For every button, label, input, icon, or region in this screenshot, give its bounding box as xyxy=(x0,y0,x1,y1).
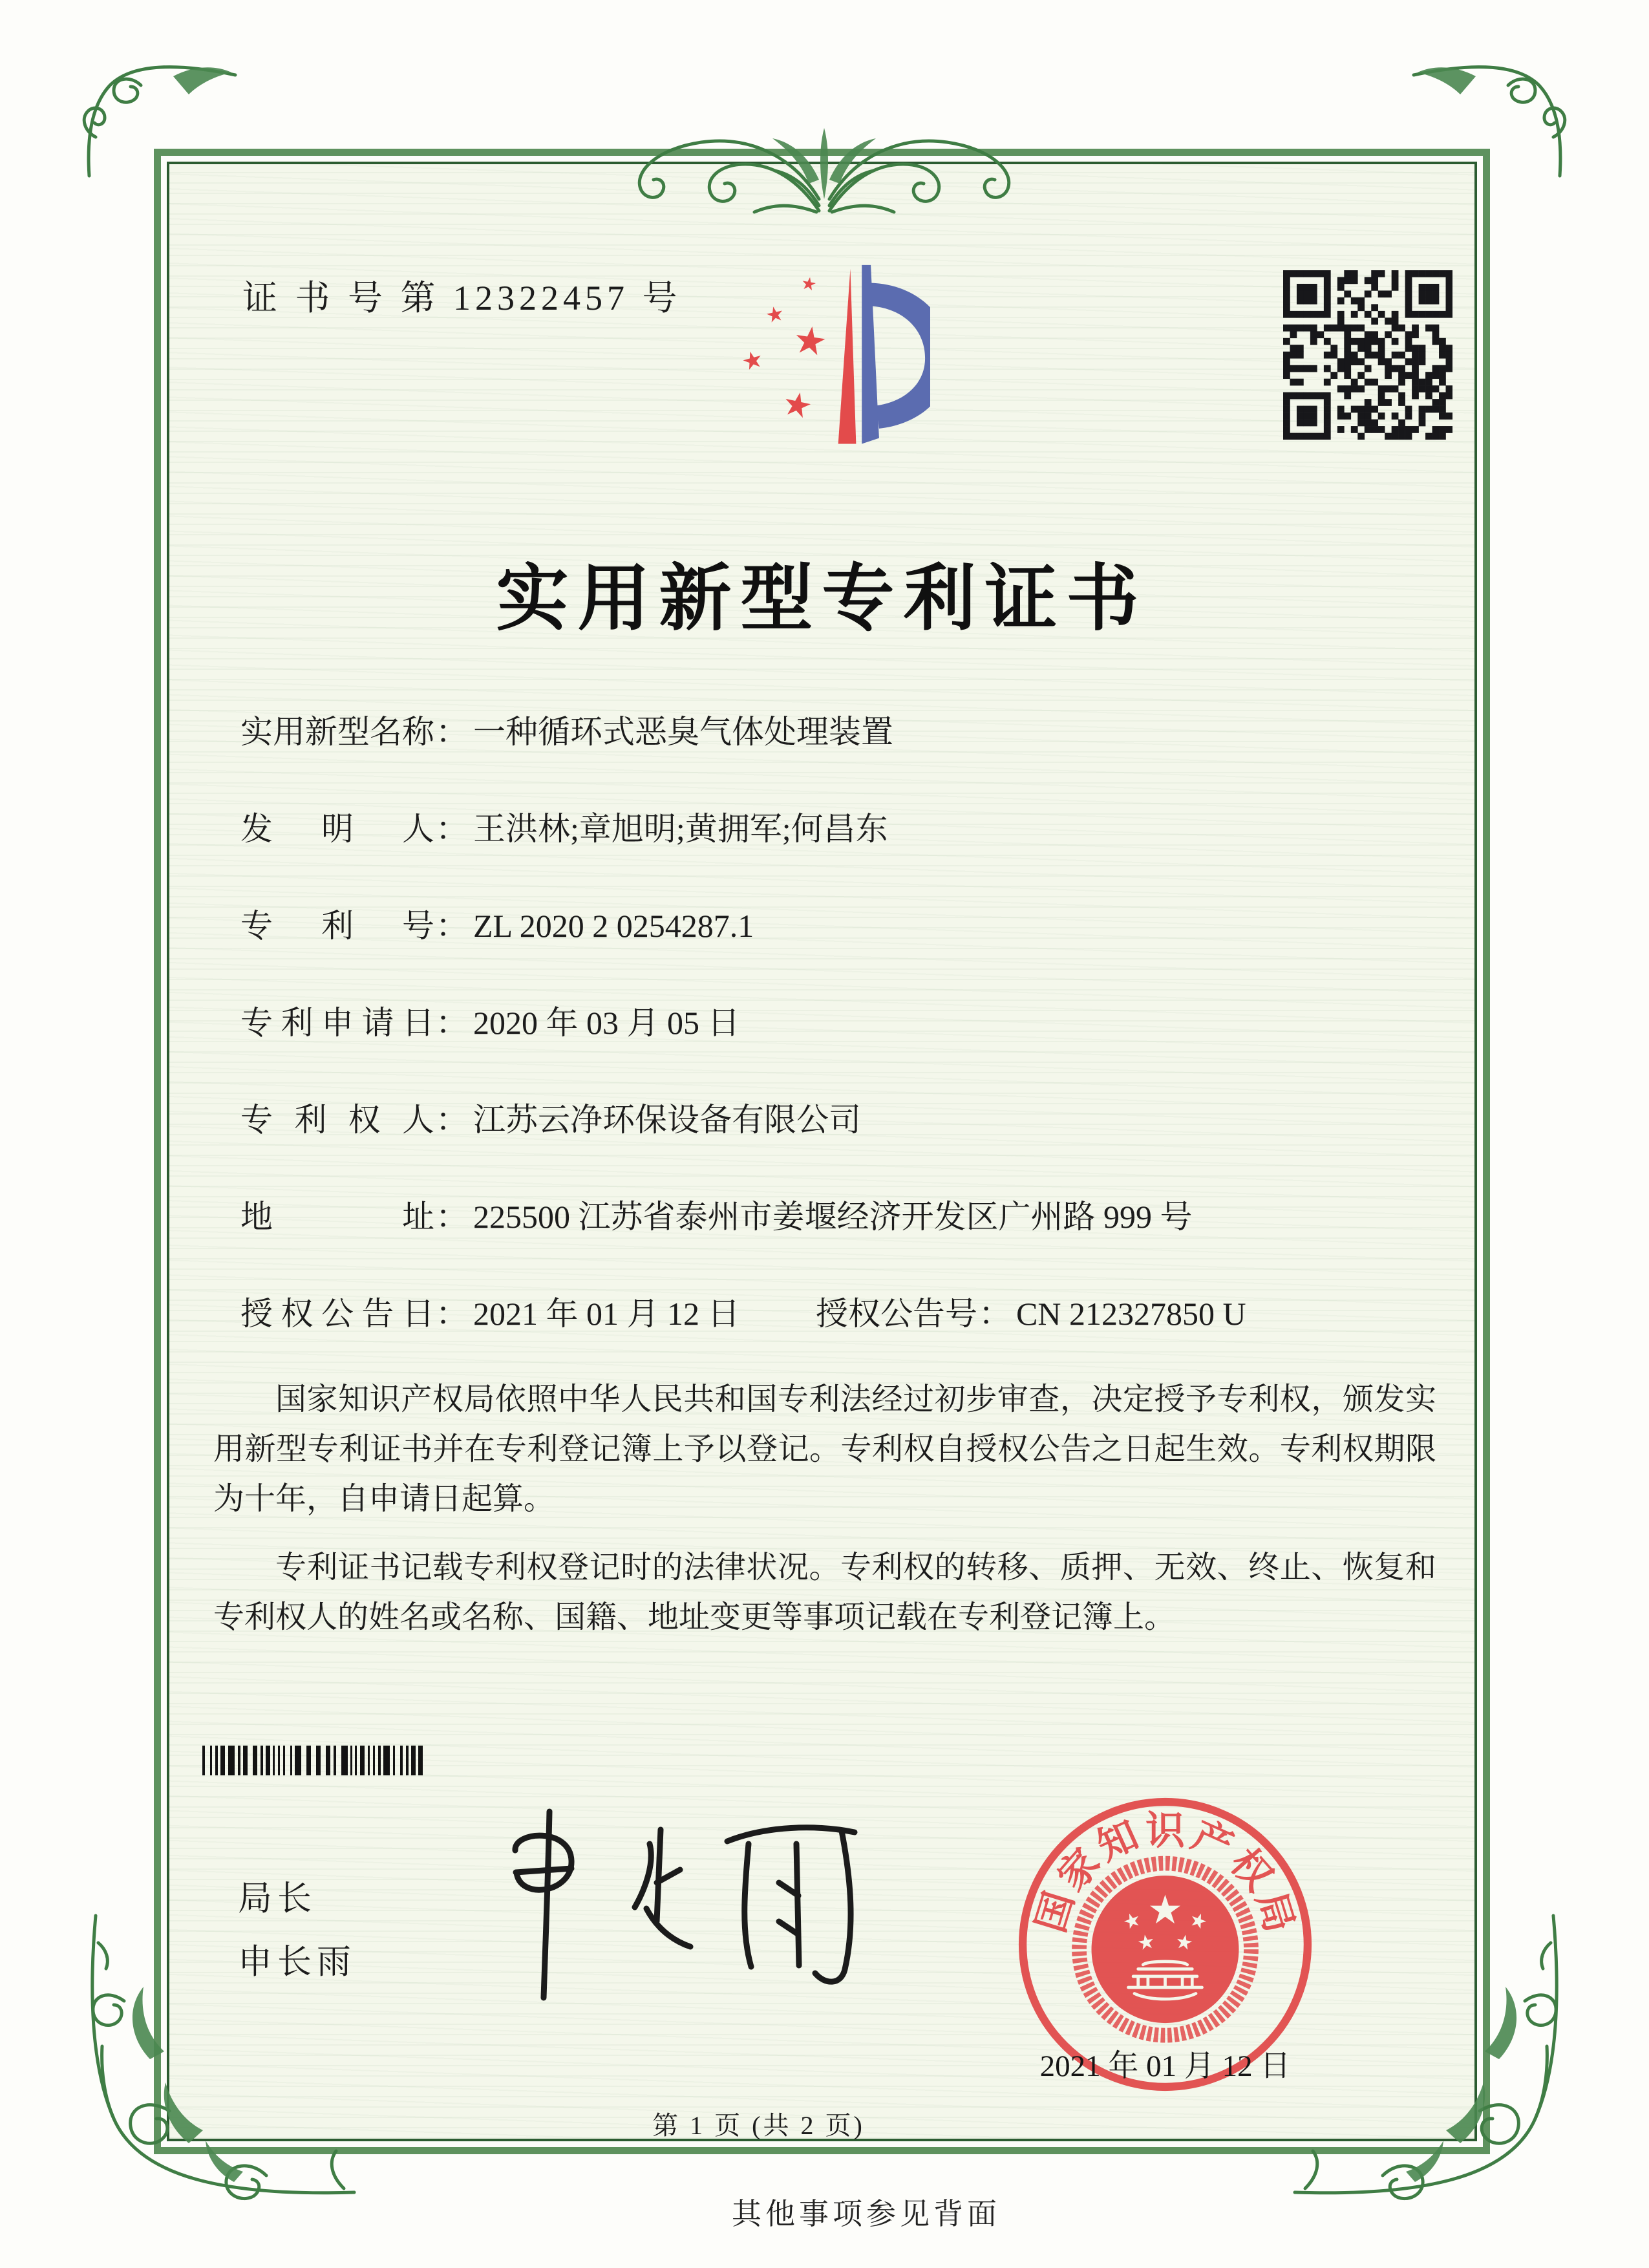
svg-text:家: 家 xyxy=(1050,1841,1109,1899)
field-value: 2021 年 01 月 12 日 xyxy=(473,1296,740,1332)
legal-paragraph-1: 国家知识产权局依照中华人民共和国专利法经过初步审查，决定授予专利权，颁发实用新型专利证书并在专利登记簿上予以登记。专利权自授权公告之日起生效。专利权期限为十年，自申请日起算。 xyxy=(213,1382,1436,1516)
field-grant-date xyxy=(240,1288,1246,1334)
field-value: 江苏云净环保设备有限公司 xyxy=(473,1102,861,1138)
field-colon: ： xyxy=(436,1005,468,1041)
svg-text:权: 权 xyxy=(1221,1841,1281,1899)
field-value: 王洪林;章旭明;黄拥军;何昌东 xyxy=(473,811,888,847)
field-label: 实用新型名称 xyxy=(240,714,434,750)
field-patentee xyxy=(240,1094,861,1140)
field-colon: ： xyxy=(436,1199,468,1235)
logo-red-wedge xyxy=(838,269,856,444)
national-emblem-icon xyxy=(1080,1863,1251,2035)
field-utility-model-name xyxy=(240,706,893,753)
field-colon: ： xyxy=(436,908,468,944)
field-grant-number xyxy=(816,1288,1246,1334)
top-center-floral-ornament xyxy=(579,102,1070,215)
seal-date: 2021 年 01 月 12 日 xyxy=(1039,2049,1291,2083)
field-value: 2020 年 03 月 05 日 xyxy=(473,1005,740,1041)
legal-text-block xyxy=(213,1375,1436,1642)
field-inventors xyxy=(240,803,888,850)
director-title-label: 局长 xyxy=(238,1880,317,1918)
svg-text:知: 知 xyxy=(1091,1813,1145,1870)
field-label: 地址 xyxy=(240,1199,434,1235)
field-value: ZL 2020 2 0254287.1 xyxy=(473,908,754,944)
cnipa-logo-icon xyxy=(713,257,930,456)
certificate-number: 证 书 号 第 12322457 号 xyxy=(242,279,682,317)
field-label: 专利申请日 xyxy=(240,1005,434,1041)
field-value: 225500 江苏省泰州市姜堰经济开发区广州路 999 号 xyxy=(473,1199,1193,1235)
field-label: 授权公告号 xyxy=(816,1296,977,1332)
certificate-title: 实用新型专利证书 xyxy=(496,559,1148,639)
qr-code xyxy=(1283,270,1452,440)
page-number: 第 1 页 (共 2 页) xyxy=(652,2111,865,2140)
field-label: 发明人 xyxy=(240,811,434,847)
field-address xyxy=(240,1191,1193,1237)
director-name: 申长雨 xyxy=(238,1943,356,1981)
svg-text:局: 局 xyxy=(1248,1887,1301,1938)
field-value: CN 212327850 U xyxy=(1016,1296,1246,1332)
top-left-corner-ornament xyxy=(76,59,244,189)
svg-text:产: 产 xyxy=(1185,1813,1239,1870)
field-label: 专利号 xyxy=(240,908,434,944)
svg-text:识: 识 xyxy=(1145,1810,1185,1854)
logo-stars xyxy=(741,276,827,419)
director-handwritten-signature xyxy=(452,1804,918,2024)
field-patent-number xyxy=(240,900,754,947)
top-right-corner-ornament xyxy=(1405,59,1573,189)
barcode xyxy=(202,1746,433,1775)
field-colon: ： xyxy=(436,714,468,750)
field-colon: ： xyxy=(436,811,468,847)
svg-text:国: 国 xyxy=(1029,1887,1083,1938)
field-colon: ： xyxy=(436,1102,468,1138)
field-colon: ： xyxy=(436,1296,468,1332)
field-filing-date xyxy=(240,997,740,1043)
legal-paragraph-2: 专利证书记载专利权登记时的法律状况。专利权的转移、质押、无效、终止、恢复和专利权人的姓名或名称、国籍、地址变更等事项记载在专利登记簿上。 xyxy=(213,1550,1436,1634)
field-label: 专利权人 xyxy=(240,1102,434,1138)
field-colon: ： xyxy=(979,1296,1011,1332)
logo-p-bowl xyxy=(868,283,930,429)
see-back-note: 其他事项参见背面 xyxy=(732,2198,1001,2231)
field-label: 授权公告日 xyxy=(240,1296,434,1332)
field-value: 一种循环式恶臭气体处理装置 xyxy=(473,714,893,750)
